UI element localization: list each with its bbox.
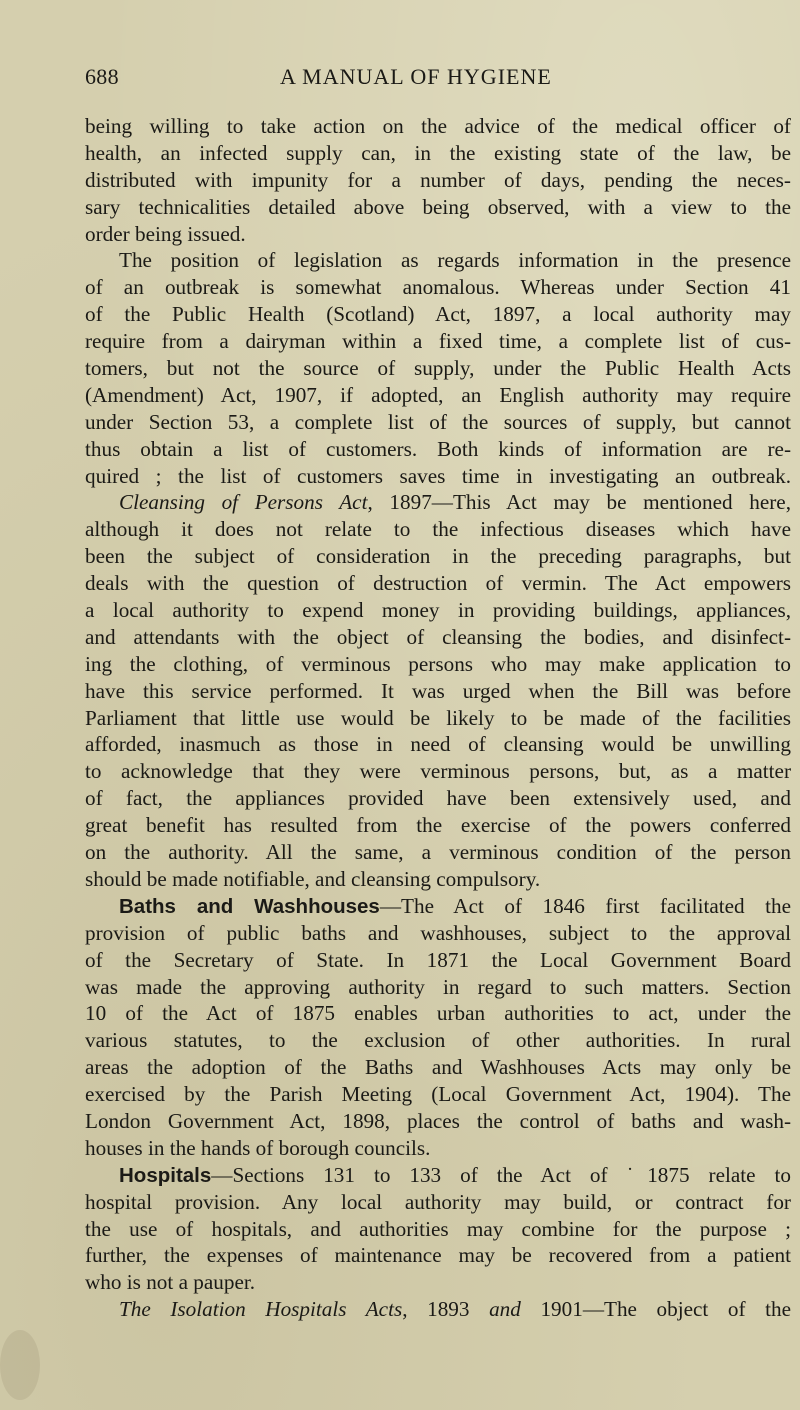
text-line: health, an infected supply can, in the existing state of the law, be [85, 140, 791, 165]
section-heading: The Isolation Hospitals Acts [119, 1297, 403, 1322]
text-line: London Government Act, 1898, places the control of baths and wash- [85, 1108, 791, 1133]
section-lead-text: 1901—The object of the [520, 1297, 792, 1322]
text-line: The position of legislation as regards information in the presence [119, 248, 791, 273]
text-line: 10 of the Act of 1875 enables urban authorities to act, under the [85, 1001, 791, 1026]
text-line: of fact, the appliances provided have been extensively used, and [85, 786, 791, 811]
section-lead-text: , 1897—This Act may be mentioned here, [367, 490, 791, 515]
text-line: exercised by the Parish Meeting (Local Government Act, 1904). The [85, 1082, 791, 1107]
page-number: 688 [85, 64, 119, 89]
section-lead-text: —The Act of 1846 first facilitated the [379, 893, 791, 918]
text-line: sary technicalities detailed above being observed, with a view to the [85, 194, 791, 219]
text-line: tomers, but not the source of supply, under the Public Health Acts [85, 356, 791, 381]
text-line: provision of public baths and washhouses, subject to the approval [85, 920, 791, 945]
section-heading: Baths and Washhouses [119, 894, 380, 918]
text-line: deals with the question of destruction of vermin. The Act empowers [85, 571, 791, 596]
text-line: of an outbreak is somewhat anomalous. Whereas under Section 41 [85, 275, 791, 300]
text-line: have this service performed. It was urged when the Bill was before [85, 678, 791, 703]
text-line: should be made notifiable, and cleansing compulsory. [85, 866, 541, 891]
text-line: on the authority. All the same, a verminous condition of the person [85, 840, 791, 865]
text-line: been the subject of consideration in the preceding paragraphs, but [85, 544, 791, 569]
text-line: of the Secretary of State. In 1871 the Local Government Board [85, 947, 791, 972]
running-head [85, 64, 791, 94]
text-line: (Amendment) Act, 1907, if adopted, an English authority may require [85, 382, 791, 407]
section-lead-text: —Sections 131 to 133 of the Act of ˙1875 relate to [211, 1162, 791, 1187]
text-line: Parliament that little use would be likely to be made of the facilities [85, 705, 791, 730]
body-text [85, 113, 791, 1323]
section-baths-and-washhouses [85, 893, 791, 920]
paper-stain [0, 1330, 40, 1400]
section-heading: Cleansing of Persons Act [119, 490, 368, 515]
section-lead-text: , 1893 [402, 1297, 490, 1322]
text-line: further, the expenses of maintenance may be recovered from a patient [85, 1243, 791, 1268]
section-cleansing-of-persons [85, 489, 791, 516]
section-conjunction: and [489, 1297, 521, 1322]
text-line: various statutes, to the exclusion of other authorities. In rural [85, 1028, 791, 1053]
text-line: houses in the hands of borough councils. [85, 1135, 431, 1160]
section-hospitals [85, 1162, 791, 1189]
text-line: and attendants with the object of cleansing the bodies, and disinfect- [85, 624, 791, 649]
section-heading: Hospitals [119, 1163, 212, 1187]
text-line: require from a dairyman within a fixed time, a complete list of cus- [85, 329, 791, 354]
text-line: the use of hospitals, and authorities may combine for the purpose ; [85, 1216, 791, 1241]
text-line: distributed with impunity for a number of days, pending the neces- [85, 167, 791, 192]
text-line: afforded, inasmuch as those in need of cleansing would be unwilling [85, 732, 791, 757]
text-line: areas the adoption of the Baths and Washhouses Acts may only be [85, 1055, 791, 1080]
text-line: who is not a pauper. [85, 1270, 256, 1295]
text-line: thus obtain a list of customers. Both kinds of information are re- [85, 436, 791, 461]
text-line: although it does not relate to the infectious diseases which have [85, 517, 791, 542]
text-line: was made the approving authority in regard to such matters. Section [85, 974, 791, 999]
text-line: a local authority to expend money in providing buildings, appliances, [85, 598, 791, 623]
text-line: of the Public Health (Scotland) Act, 1897, a local authority may [85, 302, 791, 327]
text-line: hospital provision. Any local authority may build, or contract for [85, 1189, 791, 1214]
text-line: great benefit has resulted from the exercise of the powers conferred [85, 813, 791, 838]
text-line: order being issued. [85, 221, 246, 246]
section-isolation-hospitals [85, 1296, 791, 1323]
text-line: ing the clothing, of verminous persons who may make application to [85, 651, 791, 676]
text-line: being willing to take action on the advice of the medical officer of [85, 114, 791, 138]
text-line: to acknowledge that they were verminous persons, but, as a matter [85, 759, 791, 784]
text-line: quired ; the list of customers saves time in investigating an outbreak. [85, 463, 791, 488]
text-line: under Section 53, a complete list of the sources of supply, but cannot [85, 409, 791, 434]
running-title: A MANUAL OF HYGIENE [280, 64, 552, 89]
